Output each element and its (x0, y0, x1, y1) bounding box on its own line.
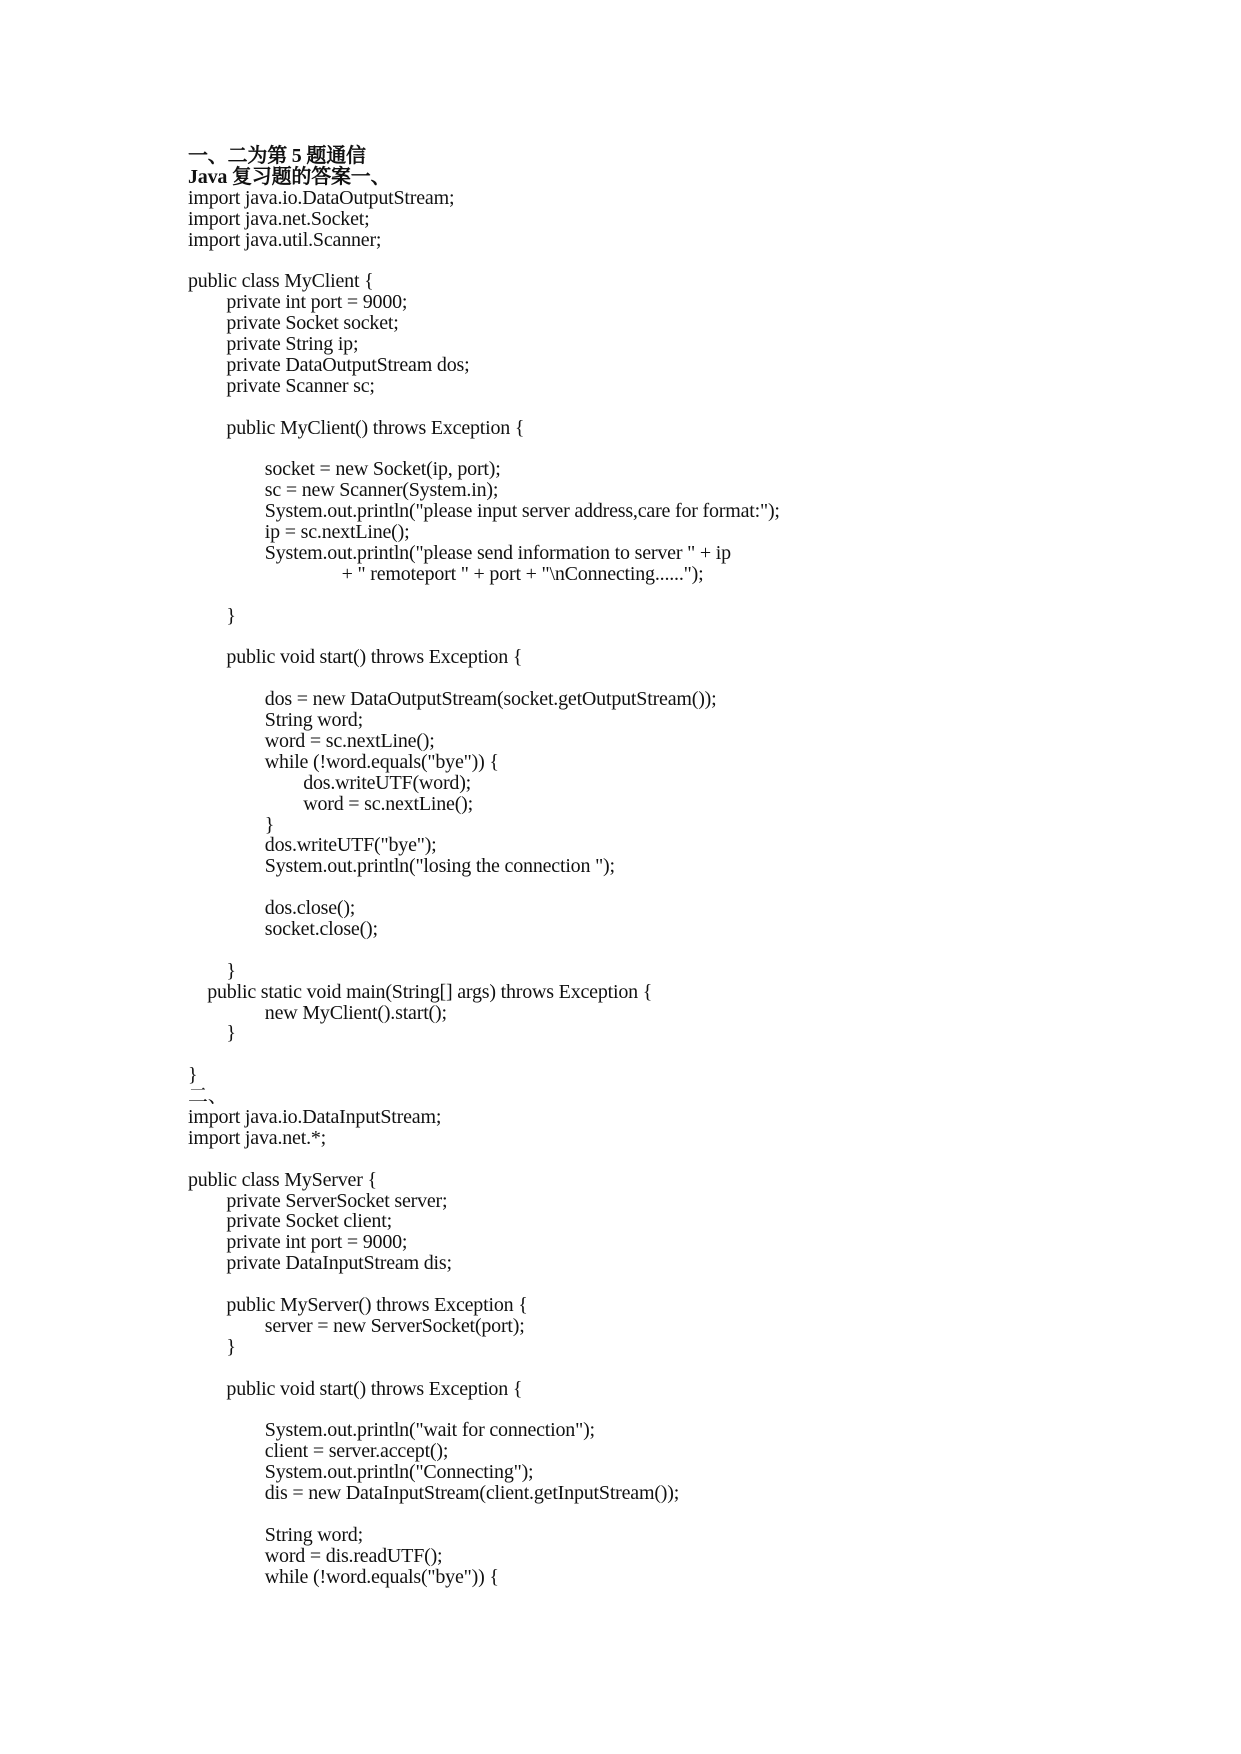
code-line: System.out.println("please send information to server " + ip (188, 541, 731, 564)
blank-line (188, 1274, 1188, 1295)
code-line: import java.util.Scanner; (188, 228, 382, 251)
code-line: dos.writeUTF("bye"); (188, 834, 437, 857)
code-line: } (188, 1064, 198, 1087)
code-line: } (188, 1022, 236, 1045)
code-line: dos.close(); (188, 897, 356, 920)
code-line: client = server.accept(); (188, 1440, 449, 1463)
code-line: private int port = 9000; (188, 291, 408, 314)
code-line: public static void main(String[] args) throws Exception { (188, 980, 653, 1003)
code-line: public class MyClient { (188, 270, 374, 293)
blank-line (188, 668, 1188, 689)
blank-line (188, 1504, 1188, 1525)
code-listing (188, 146, 1188, 1587)
code-line: private DataOutputStream dos; (188, 353, 470, 376)
code-line: private Socket client; (188, 1210, 392, 1233)
code-line: System.out.println("please input server address,care for format:"); (188, 500, 780, 523)
blank-line (188, 438, 1188, 459)
heading-line: 一、二为第 5 题通信 (188, 145, 366, 167)
code-line: } (188, 959, 236, 982)
blank-line (188, 1149, 1188, 1170)
blank-line (188, 397, 1188, 418)
code-line: public MyClient() throws Exception { (188, 416, 525, 439)
code-line: + " remoteport " + port + "\nConnecting......"); (188, 562, 704, 585)
code-line: socket = new Socket(ip, port); (188, 458, 501, 481)
code-line: } (188, 604, 236, 627)
code-line: public class MyServer { (188, 1168, 377, 1191)
blank-line (188, 1358, 1188, 1379)
code-line: private Scanner sc; (188, 374, 375, 397)
code-line: private int port = 9000; (188, 1231, 408, 1254)
code-line: public MyServer() throws Exception { (188, 1293, 528, 1316)
code-line: import java.io.DataInputStream; (188, 1105, 442, 1128)
code-line: private ServerSocket server; (188, 1189, 448, 1212)
code-line: word = sc.nextLine(); (188, 729, 435, 752)
code-line: dis = new DataInputStream(client.getInputStream()); (188, 1482, 680, 1504)
code-line: import java.io.DataOutputStream; (188, 186, 455, 209)
code-line: public void start() throws Exception { (188, 646, 523, 669)
code-line: word = dis.readUTF(); (188, 1544, 443, 1567)
code-line: System.out.println("losing the connection "); (188, 855, 615, 878)
code-line: String word; (188, 709, 363, 732)
code-line: import java.net.Socket; (188, 207, 370, 230)
blank-line (188, 1044, 1188, 1065)
code-line: String word; (188, 1523, 363, 1546)
code-line: word = sc.nextLine(); (188, 792, 474, 815)
code-line: private String ip; (188, 333, 359, 356)
code-line: 二、 (188, 1085, 228, 1108)
code-line: } (188, 1335, 236, 1358)
code-line: import java.net.*; (188, 1126, 327, 1149)
code-line: new MyClient().start(); (188, 1001, 447, 1024)
code-line: ip = sc.nextLine(); (188, 521, 410, 544)
blank-line (188, 940, 1188, 961)
code-line: dos.writeUTF(word); (188, 771, 472, 794)
heading-line: Java 复习题的答案一、 (188, 165, 391, 188)
code-line: } (188, 813, 275, 836)
blank-line (188, 250, 1188, 271)
code-line: while (!word.equals("bye")) { (188, 1565, 499, 1588)
blank-line (188, 877, 1188, 898)
code-line: private Socket socket; (188, 312, 399, 335)
blank-line (188, 626, 1188, 647)
code-line: public void start() throws Exception { (188, 1377, 523, 1400)
code-line: sc = new Scanner(System.in); (188, 479, 499, 502)
code-line: while (!word.equals("bye")) { (188, 750, 499, 773)
code-line: server = new ServerSocket(port); (188, 1314, 525, 1337)
code-line: dos = new DataOutputStream(socket.getOutputStream()); (188, 688, 717, 711)
code-line: private DataInputStream dis; (188, 1252, 452, 1275)
blank-line (188, 585, 1188, 606)
code-line: socket.close(); (188, 917, 378, 940)
code-line: System.out.println("wait for connection"); (188, 1419, 595, 1442)
blank-line (188, 1399, 1188, 1420)
code-line: System.out.println("Connecting"); (188, 1461, 534, 1484)
